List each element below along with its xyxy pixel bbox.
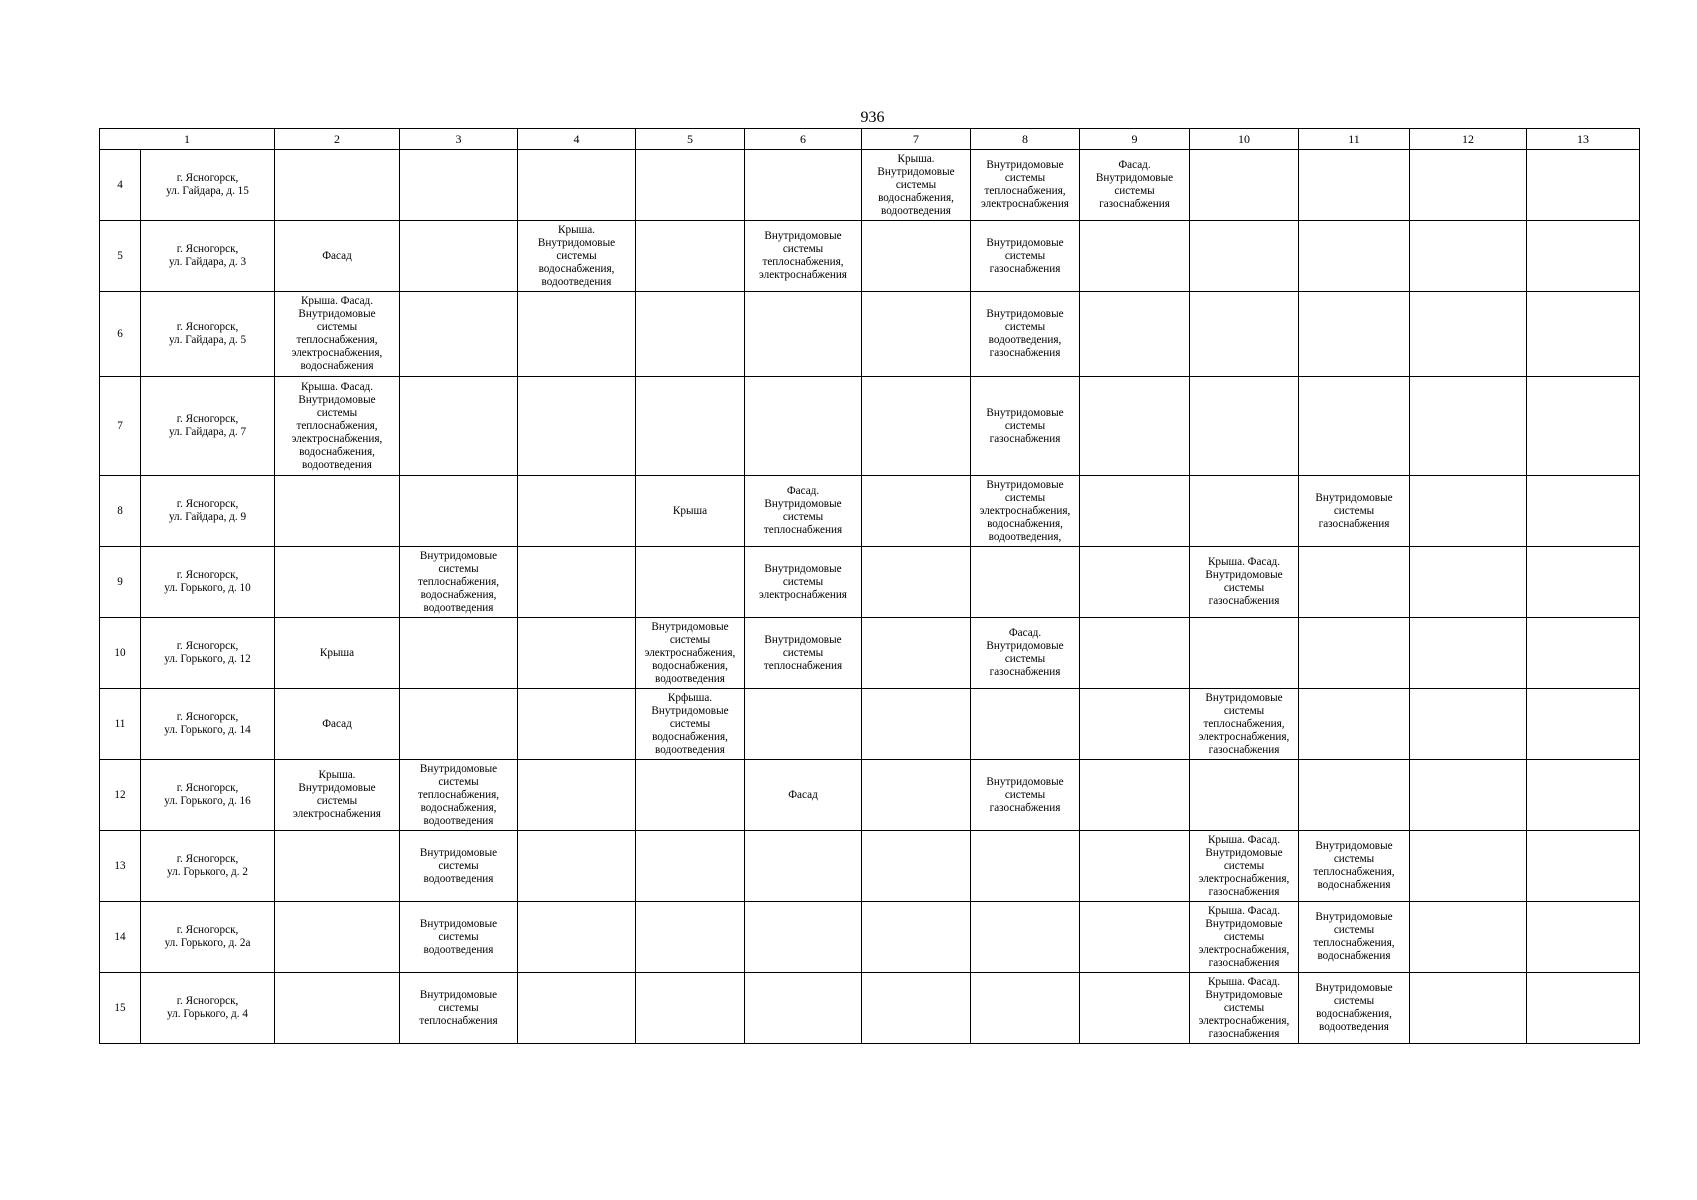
address-cell: г. Ясногорск, ул. Горького, д. 2: [141, 831, 275, 902]
work-cell: [971, 689, 1080, 760]
table-row: [100, 760, 1640, 831]
work-cell: Фасад: [745, 760, 862, 831]
work-cell: [1527, 221, 1640, 292]
work-cell: [1080, 377, 1190, 476]
work-cell: [1080, 476, 1190, 547]
work-cell: [518, 689, 636, 760]
work-cell: [745, 831, 862, 902]
work-cell: [1190, 377, 1299, 476]
row-number-cell: 11: [100, 689, 141, 760]
header-cell: 5: [636, 129, 745, 150]
work-cell: [636, 973, 745, 1044]
work-cell: [1299, 689, 1410, 760]
work-cell: [275, 150, 400, 221]
work-cell: [971, 973, 1080, 1044]
work-cell: [862, 476, 971, 547]
address-cell: г. Ясногорск, ул. Гайдара, д. 7: [141, 377, 275, 476]
table-row: [100, 221, 1640, 292]
work-cell: [1410, 618, 1527, 689]
work-cell: [275, 476, 400, 547]
table-row: [100, 150, 1640, 221]
row-number-cell: 12: [100, 760, 141, 831]
work-cell: Крыша. Фасад. Внутридомовые системы электроснабжения, газоснабжения: [1190, 831, 1299, 902]
address-cell: г. Ясногорск, ул. Гайдара, д. 5: [141, 292, 275, 377]
work-cell: [1299, 547, 1410, 618]
header-row: [100, 129, 1640, 150]
header-cell: 3: [400, 129, 518, 150]
table-row: [100, 547, 1640, 618]
header-cell: 2: [275, 129, 400, 150]
work-cell: Крыша. Фасад. Внутридомовые системы теплоснабжения, электроснабжения, водоснабжения, водоотведения: [275, 377, 400, 476]
work-cell: [275, 902, 400, 973]
work-cell: [275, 831, 400, 902]
work-cell: [518, 831, 636, 902]
work-cell: Крыша. Фасад. Внутридомовые системы электроснабжения, газоснабжения: [1190, 973, 1299, 1044]
work-cell: Внутридомовые системы водоотведения: [400, 902, 518, 973]
work-cell: Крыша. Фасад. Внутридомовые системы электроснабжения, газоснабжения: [1190, 902, 1299, 973]
work-cell: Крфыша. Внутридомовые системы водоснабжения, водоотведения: [636, 689, 745, 760]
work-cell: Внутридомовые системы теплоснабжения, электроснабжения: [745, 221, 862, 292]
address-cell: г. Ясногорск, ул. Горького, д. 10: [141, 547, 275, 618]
work-cell: [862, 292, 971, 377]
row-number-cell: 10: [100, 618, 141, 689]
work-cell: [862, 547, 971, 618]
work-cell: [518, 618, 636, 689]
work-cell: [1080, 618, 1190, 689]
work-cell: [400, 150, 518, 221]
table-row: [100, 689, 1640, 760]
work-cell: [400, 689, 518, 760]
work-cell: [518, 292, 636, 377]
table-row: [100, 377, 1640, 476]
repair-schedule-table: [99, 128, 1640, 1044]
work-cell: [400, 618, 518, 689]
row-number-cell: 4: [100, 150, 141, 221]
work-cell: Крыша: [275, 618, 400, 689]
work-cell: [1190, 476, 1299, 547]
address-cell: г. Ясногорск, ул. Горького, д. 12: [141, 618, 275, 689]
header-cell: 12: [1410, 129, 1527, 150]
work-cell: Фасад. Внутридомовые системы теплоснабжения: [745, 476, 862, 547]
work-cell: Внутридомовые системы газоснабжения: [1299, 476, 1410, 547]
work-cell: [636, 902, 745, 973]
work-cell: Крыша. Внутридомовые системы водоснабжения, водоотведения: [862, 150, 971, 221]
work-cell: [1410, 292, 1527, 377]
work-cell: [1527, 377, 1640, 476]
work-cell: [1527, 476, 1640, 547]
address-cell: г. Ясногорск, ул. Горького, д. 4: [141, 973, 275, 1044]
work-cell: [1527, 760, 1640, 831]
table-row: [100, 831, 1640, 902]
work-cell: Внутридомовые системы теплоснабжения, водоснабжения: [1299, 902, 1410, 973]
work-cell: [636, 760, 745, 831]
page-number: 936: [860, 109, 885, 126]
work-cell: Внутридомовые системы теплоснабжения: [400, 973, 518, 1044]
work-cell: Внутридомовые системы электроснабжения: [745, 547, 862, 618]
address-cell: г. Ясногорск, ул. Горького, д. 16: [141, 760, 275, 831]
table-row: [100, 292, 1640, 377]
row-number-cell: 7: [100, 377, 141, 476]
work-cell: [862, 618, 971, 689]
work-cell: Внутридомовые системы теплоснабжения, электроснабжения: [971, 150, 1080, 221]
work-cell: [636, 292, 745, 377]
header-cell: 13: [1527, 129, 1640, 150]
work-cell: [518, 760, 636, 831]
work-cell: [1080, 547, 1190, 618]
work-cell: [400, 476, 518, 547]
work-cell: Внутридомовые системы теплоснабжения, водоснабжения, водоотведения: [400, 547, 518, 618]
work-cell: [1410, 377, 1527, 476]
work-cell: Внутридомовые системы газоснабжения: [971, 377, 1080, 476]
work-cell: [1299, 150, 1410, 221]
work-cell: Внутридомовые системы теплоснабжения: [745, 618, 862, 689]
work-cell: [1299, 221, 1410, 292]
header-cell: 7: [862, 129, 971, 150]
work-cell: [636, 831, 745, 902]
work-cell: [636, 150, 745, 221]
work-cell: [862, 689, 971, 760]
work-cell: [862, 831, 971, 902]
work-cell: [862, 902, 971, 973]
work-cell: [1080, 221, 1190, 292]
work-cell: Внутридомовые системы электроснабжения, водоснабжения, водоотведения: [636, 618, 745, 689]
work-cell: Внутридомовые системы водоотведения: [400, 831, 518, 902]
work-cell: Внутридомовые системы газоснабжения: [971, 221, 1080, 292]
work-cell: [1190, 221, 1299, 292]
work-cell: [636, 377, 745, 476]
work-cell: Фасад: [275, 221, 400, 292]
work-cell: [1410, 547, 1527, 618]
work-cell: Внутридомовые системы теплоснабжения, водоснабжения, водоотведения: [400, 760, 518, 831]
work-cell: [862, 973, 971, 1044]
work-cell: Внутридомовые системы водоотведения, газоснабжения: [971, 292, 1080, 377]
address-cell: г. Ясногорск, ул. Гайдара, д. 15: [141, 150, 275, 221]
work-cell: [1080, 292, 1190, 377]
table-row: [100, 973, 1640, 1044]
address-cell: г. Ясногорск, ул. Горького, д. 2а: [141, 902, 275, 973]
work-cell: [745, 150, 862, 221]
work-cell: [1080, 831, 1190, 902]
work-cell: Внутридомовые системы газоснабжения: [971, 760, 1080, 831]
work-cell: [636, 221, 745, 292]
work-cell: Внутридомовые системы теплоснабжения, электроснабжения, газоснабжения: [1190, 689, 1299, 760]
work-cell: [1080, 760, 1190, 831]
row-number-cell: 13: [100, 831, 141, 902]
address-cell: г. Ясногорск, ул. Гайдара, д. 9: [141, 476, 275, 547]
work-cell: [518, 973, 636, 1044]
work-cell: [1410, 831, 1527, 902]
work-cell: [1527, 973, 1640, 1044]
work-cell: [862, 221, 971, 292]
row-number-cell: 15: [100, 973, 141, 1044]
work-cell: [1410, 760, 1527, 831]
work-cell: [1080, 973, 1190, 1044]
work-cell: [1190, 292, 1299, 377]
work-cell: [745, 689, 862, 760]
work-cell: [518, 547, 636, 618]
work-cell: [400, 292, 518, 377]
work-cell: [1190, 150, 1299, 221]
row-number-cell: 9: [100, 547, 141, 618]
work-cell: [1410, 221, 1527, 292]
work-cell: [1410, 150, 1527, 221]
work-cell: [1410, 476, 1527, 547]
work-cell: Крыша: [636, 476, 745, 547]
work-cell: [1299, 377, 1410, 476]
work-cell: [275, 547, 400, 618]
row-number-cell: 6: [100, 292, 141, 377]
work-cell: [518, 377, 636, 476]
work-cell: [518, 476, 636, 547]
work-cell: [1410, 689, 1527, 760]
work-cell: [400, 221, 518, 292]
work-cell: [971, 547, 1080, 618]
header-cell: 9: [1080, 129, 1190, 150]
work-cell: [1080, 689, 1190, 760]
work-cell: Крыша. Внутридомовые системы электроснабжения: [275, 760, 400, 831]
work-cell: [745, 292, 862, 377]
work-cell: [636, 547, 745, 618]
work-cell: [1527, 292, 1640, 377]
work-cell: [1299, 292, 1410, 377]
header-cell: 10: [1190, 129, 1299, 150]
table-row: [100, 618, 1640, 689]
work-cell: Крыша. Внутридомовые системы водоснабжения, водоотведения: [518, 221, 636, 292]
table-row: [100, 902, 1640, 973]
work-cell: [1410, 973, 1527, 1044]
work-cell: Внутридомовые системы теплоснабжения, водоснабжения: [1299, 831, 1410, 902]
work-cell: [862, 377, 971, 476]
work-cell: [862, 760, 971, 831]
address-cell: г. Ясногорск, ул. Горького, д. 14: [141, 689, 275, 760]
work-cell: Фасад: [275, 689, 400, 760]
work-cell: [745, 377, 862, 476]
work-cell: [745, 902, 862, 973]
row-number-cell: 8: [100, 476, 141, 547]
work-cell: [1527, 150, 1640, 221]
header-cell: 1: [100, 129, 275, 150]
work-cell: [518, 902, 636, 973]
header-cell: 6: [745, 129, 862, 150]
work-cell: [1527, 547, 1640, 618]
row-number-cell: 5: [100, 221, 141, 292]
header-cell: 11: [1299, 129, 1410, 150]
work-cell: Крыша. Фасад. Внутридомовые системы газоснабжения: [1190, 547, 1299, 618]
work-cell: [1527, 831, 1640, 902]
work-cell: Фасад. Внутридомовые системы газоснабжения: [971, 618, 1080, 689]
row-number-cell: 14: [100, 902, 141, 973]
table-row: [100, 476, 1640, 547]
work-cell: [275, 973, 400, 1044]
work-cell: [971, 831, 1080, 902]
address-cell: г. Ясногорск, ул. Гайдара, д. 3: [141, 221, 275, 292]
work-cell: [1299, 618, 1410, 689]
header-cell: 4: [518, 129, 636, 150]
work-cell: [1080, 902, 1190, 973]
work-cell: [1299, 760, 1410, 831]
work-cell: [1410, 902, 1527, 973]
work-cell: [1527, 902, 1640, 973]
work-cell: Внутридомовые системы электроснабжения, водоснабжения, водоотведения,: [971, 476, 1080, 547]
work-cell: [1190, 760, 1299, 831]
work-cell: [1527, 689, 1640, 760]
work-cell: [518, 150, 636, 221]
work-cell: Фасад. Внутридомовые системы газоснабжения: [1080, 150, 1190, 221]
work-cell: [1190, 618, 1299, 689]
work-cell: Внутридомовые системы водоснабжения, водоотведения: [1299, 973, 1410, 1044]
work-cell: [400, 377, 518, 476]
work-cell: [745, 973, 862, 1044]
work-cell: Крыша. Фасад. Внутридомовые системы теплоснабжения, электроснабжения, водоснабжения: [275, 292, 400, 377]
work-cell: [971, 902, 1080, 973]
header-cell: 8: [971, 129, 1080, 150]
work-cell: [1527, 618, 1640, 689]
